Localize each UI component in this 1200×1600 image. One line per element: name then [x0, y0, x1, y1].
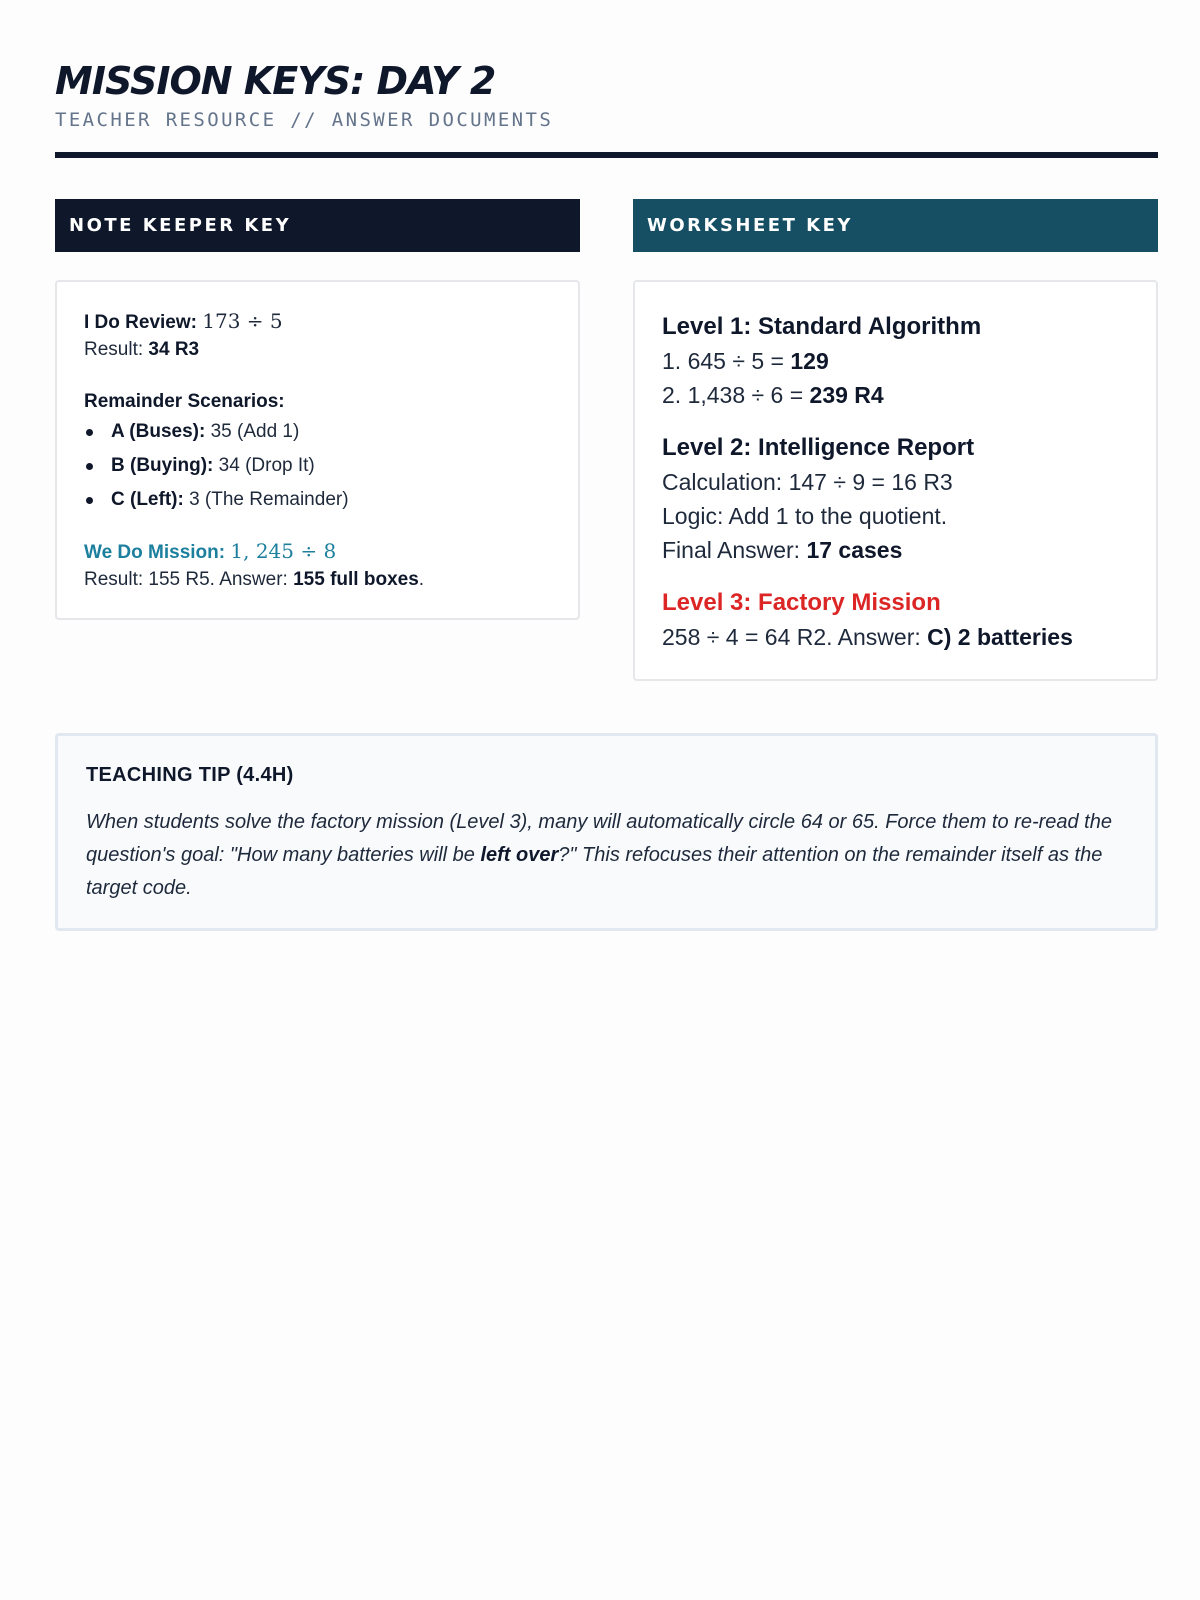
we-do-line	[84, 538, 552, 566]
i-do-line	[84, 308, 552, 336]
bullet-icon	[86, 463, 93, 470]
tip-body-part2: ?" This refocuses their attention on the remainder itself as the target code.	[86, 844, 1103, 899]
i-do-result: 34 R3	[148, 339, 200, 360]
header-divider	[55, 152, 1158, 158]
level3-prefix: 258 ÷ 4 = 64 R2. Answer:	[662, 624, 928, 650]
note-keeper-column	[55, 199, 580, 620]
scenario-value: 34 (Drop It)	[213, 455, 315, 476]
level1-item	[662, 344, 1130, 378]
level1-problem: 1. 645 ÷ 5 =	[662, 348, 791, 374]
note-keeper-card	[55, 280, 580, 620]
i-do-label: I Do Review:	[84, 312, 197, 333]
page-title: MISSION KEYS: DAY 2	[55, 59, 496, 103]
scenario-value: 3 (The Remainder)	[183, 489, 349, 510]
level2-title: Level 2: Intelligence Report	[662, 434, 975, 461]
level3-answer: C) 2 batteries	[927, 624, 1073, 650]
level2-calculation: Calculation: 147 ÷ 9 = 16 R3	[662, 469, 953, 495]
list-item	[84, 483, 552, 517]
list-item	[84, 449, 552, 483]
level1-answer: 239 R4	[809, 382, 884, 408]
scenarios-list	[84, 415, 552, 517]
teaching-tip-box	[55, 733, 1158, 931]
worksheet-heading: WORKSHEET KEY	[633, 199, 1158, 252]
scenarios-title: Remainder Scenarios:	[84, 391, 285, 412]
we-do-problem: 1, 245 ÷ 8	[230, 539, 337, 563]
note-keeper-heading: NOTE KEEPER KEY	[55, 199, 580, 252]
level2-logic: Logic: Add 1 to the quotient.	[662, 503, 948, 529]
level2-final	[662, 533, 1130, 567]
level3-line	[662, 620, 1130, 654]
i-do-result-label: Result:	[84, 339, 149, 360]
we-do-result-suffix: .	[418, 569, 425, 590]
worksheet-card	[633, 280, 1158, 681]
teaching-tip-body	[86, 806, 1131, 905]
we-do-label: We Do Mission:	[84, 542, 231, 563]
columns	[55, 199, 1158, 687]
bullet-icon	[86, 429, 93, 436]
worksheet-column	[633, 199, 1158, 681]
tip-body-bold: left over	[480, 844, 559, 866]
level1-item	[662, 378, 1130, 412]
scenario-label: B (Buying):	[111, 455, 214, 476]
we-do-result-line	[84, 566, 552, 593]
we-do-result-answer: 155 full boxes	[293, 569, 419, 590]
teaching-tip-title: TEACHING TIP (4.4H)	[86, 764, 294, 786]
scenario-label: A (Buses):	[111, 421, 206, 442]
i-do-result-line	[84, 336, 552, 363]
level3-title: Level 3: Factory Mission	[662, 589, 941, 616]
level2-final-answer: 17 cases	[806, 537, 903, 563]
we-do-result-prefix: Result: 155 R5. Answer:	[84, 569, 294, 590]
tip-body-part1: When students solve the factory mission (Level 3), many will automatically circle 64 or 65. Force them to re-read the question's goal: "How many batteries will be	[86, 811, 1112, 866]
level1-problem: 2. 1,438 ÷ 6 =	[662, 382, 810, 408]
scenario-value: 35 (Add 1)	[205, 421, 300, 442]
page-subtitle: TEACHER RESOURCE // ANSWER DOCUMENTS	[55, 109, 554, 131]
list-item	[84, 415, 552, 449]
level2-final-prefix: Final Answer:	[662, 537, 807, 563]
i-do-problem: 173 ÷ 5	[202, 309, 283, 333]
level1-answer: 129	[790, 348, 829, 374]
page	[55, 0, 1158, 687]
scenario-label: C (Left):	[111, 489, 184, 510]
bullet-icon	[86, 497, 93, 504]
level1-title: Level 1: Standard Algorithm	[662, 313, 982, 340]
